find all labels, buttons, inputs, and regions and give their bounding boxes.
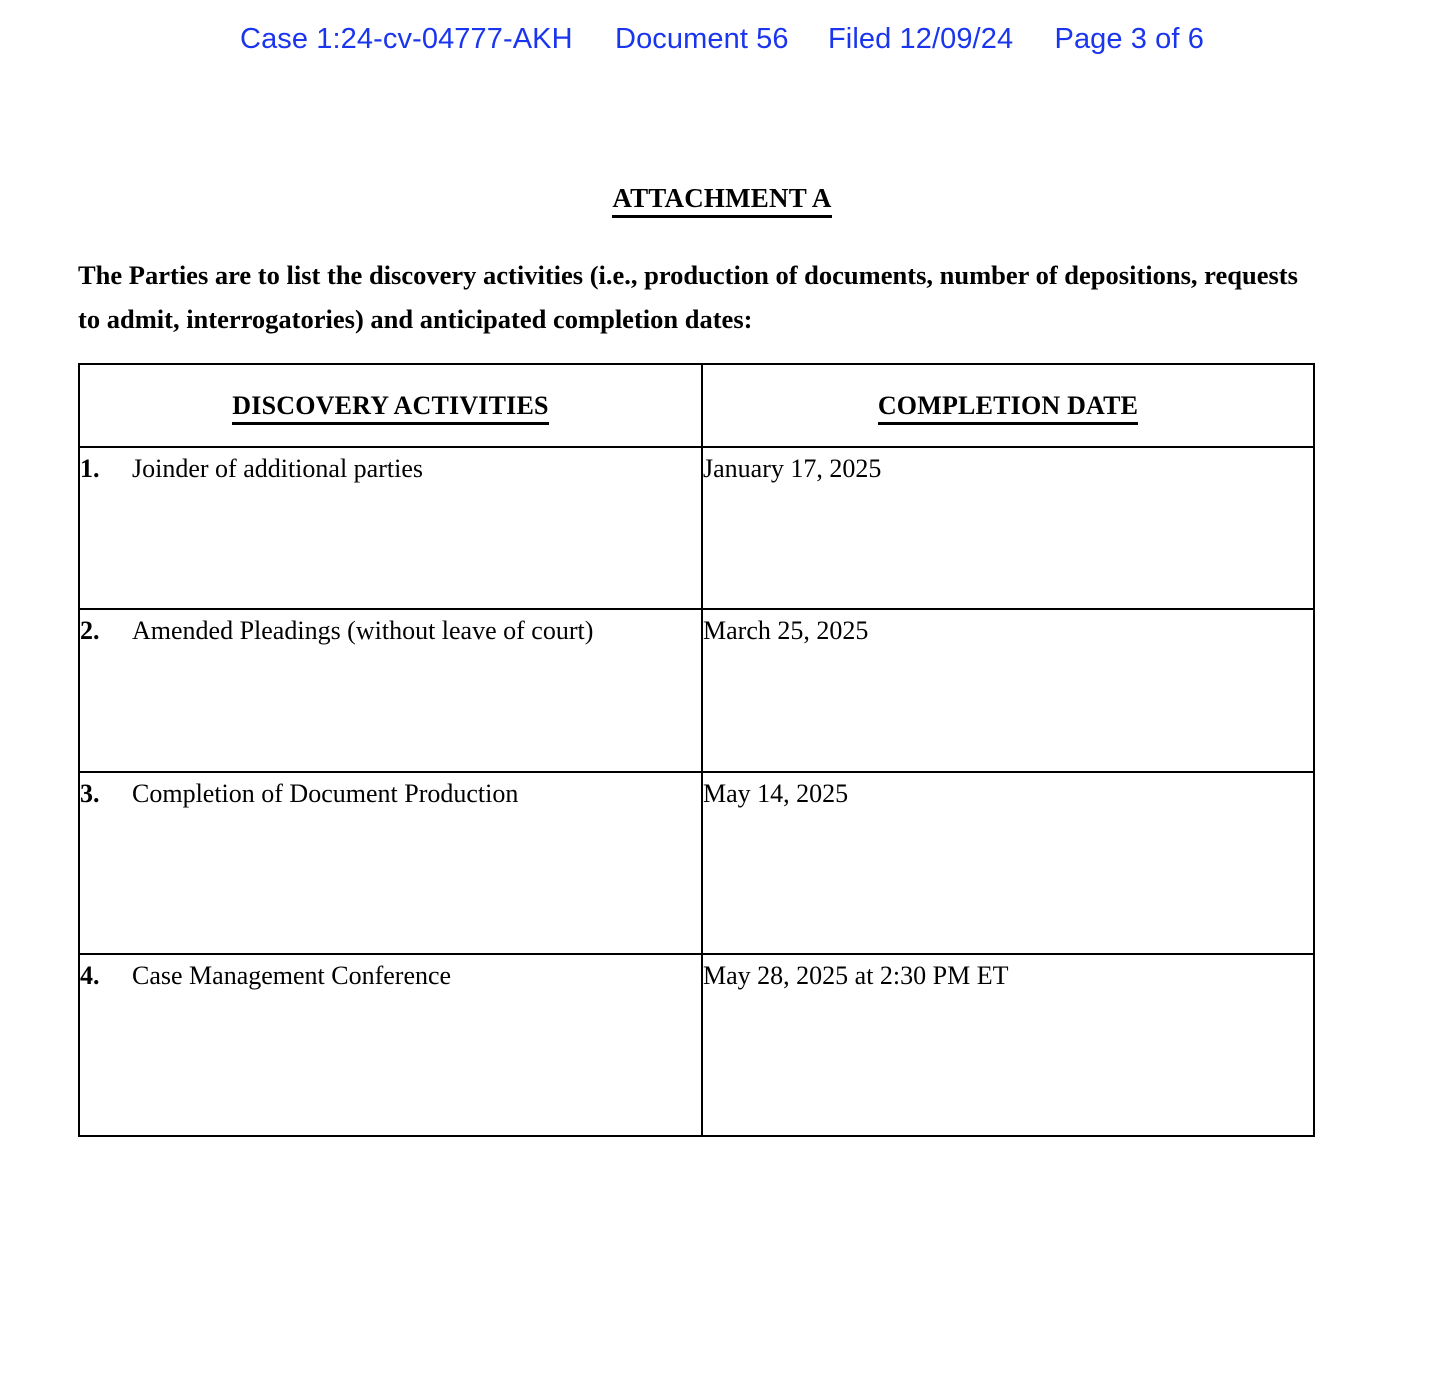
completion-date-cell: January 17, 2025 bbox=[702, 447, 1314, 609]
activity-line bbox=[80, 610, 701, 652]
activity-number: 3. bbox=[80, 779, 100, 808]
activity-description: Completion of Document Production bbox=[132, 779, 519, 808]
table-header bbox=[79, 364, 1314, 447]
ecf-header-stamp bbox=[0, 20, 1444, 58]
discovery-activities-table bbox=[78, 363, 1315, 1137]
page-title-text: ATTACHMENT A bbox=[612, 183, 831, 218]
activity-cell bbox=[79, 772, 702, 954]
completion-date-cell: May 28, 2025 at 2:30 PM ET bbox=[702, 954, 1314, 1136]
column-header-discovery-activities bbox=[79, 364, 702, 447]
activity-number: 4. bbox=[80, 961, 100, 990]
activity-cell bbox=[79, 954, 702, 1136]
ecf-filed-date: Filed 12/09/24 bbox=[827, 23, 1014, 55]
table-header-row bbox=[79, 364, 1314, 447]
column-header-completion-date bbox=[702, 364, 1314, 447]
completion-date-cell: March 25, 2025 bbox=[702, 609, 1314, 772]
activity-line bbox=[80, 773, 701, 815]
ecf-page-number: Page 3 of 6 bbox=[1054, 23, 1204, 55]
activity-description: Amended Pleadings (without leave of court) bbox=[132, 616, 594, 645]
table-row bbox=[79, 447, 1314, 609]
completion-date-cell: May 14, 2025 bbox=[702, 772, 1314, 954]
table-body bbox=[79, 447, 1314, 1136]
activity-line bbox=[80, 955, 701, 997]
activity-cell bbox=[79, 447, 702, 609]
intro-paragraph: The Parties are to list the discovery activities (i.e., production of documents, number of depositions, requests to admit, interrogatories) and anticipated completion dates: bbox=[78, 260, 1298, 334]
table-row bbox=[79, 772, 1314, 954]
ecf-document-number: Document 56 bbox=[615, 23, 789, 55]
column-header-completion-date-text: COMPLETION DATE bbox=[878, 391, 1138, 425]
page-title bbox=[0, 183, 1444, 214]
activity-cell bbox=[79, 609, 702, 772]
activity-number: 1. bbox=[80, 454, 100, 483]
ecf-case-number: Case 1:24-cv-04777-AKH bbox=[240, 23, 573, 55]
activity-number: 2. bbox=[80, 616, 100, 645]
column-header-discovery-activities-text: DISCOVERY ACTIVITIES bbox=[232, 391, 548, 425]
activity-description: Case Management Conference bbox=[132, 961, 452, 990]
activity-description: Joinder of additional parties bbox=[132, 454, 423, 483]
table-row bbox=[79, 954, 1314, 1136]
activity-line bbox=[80, 448, 701, 490]
table-row bbox=[79, 609, 1314, 772]
